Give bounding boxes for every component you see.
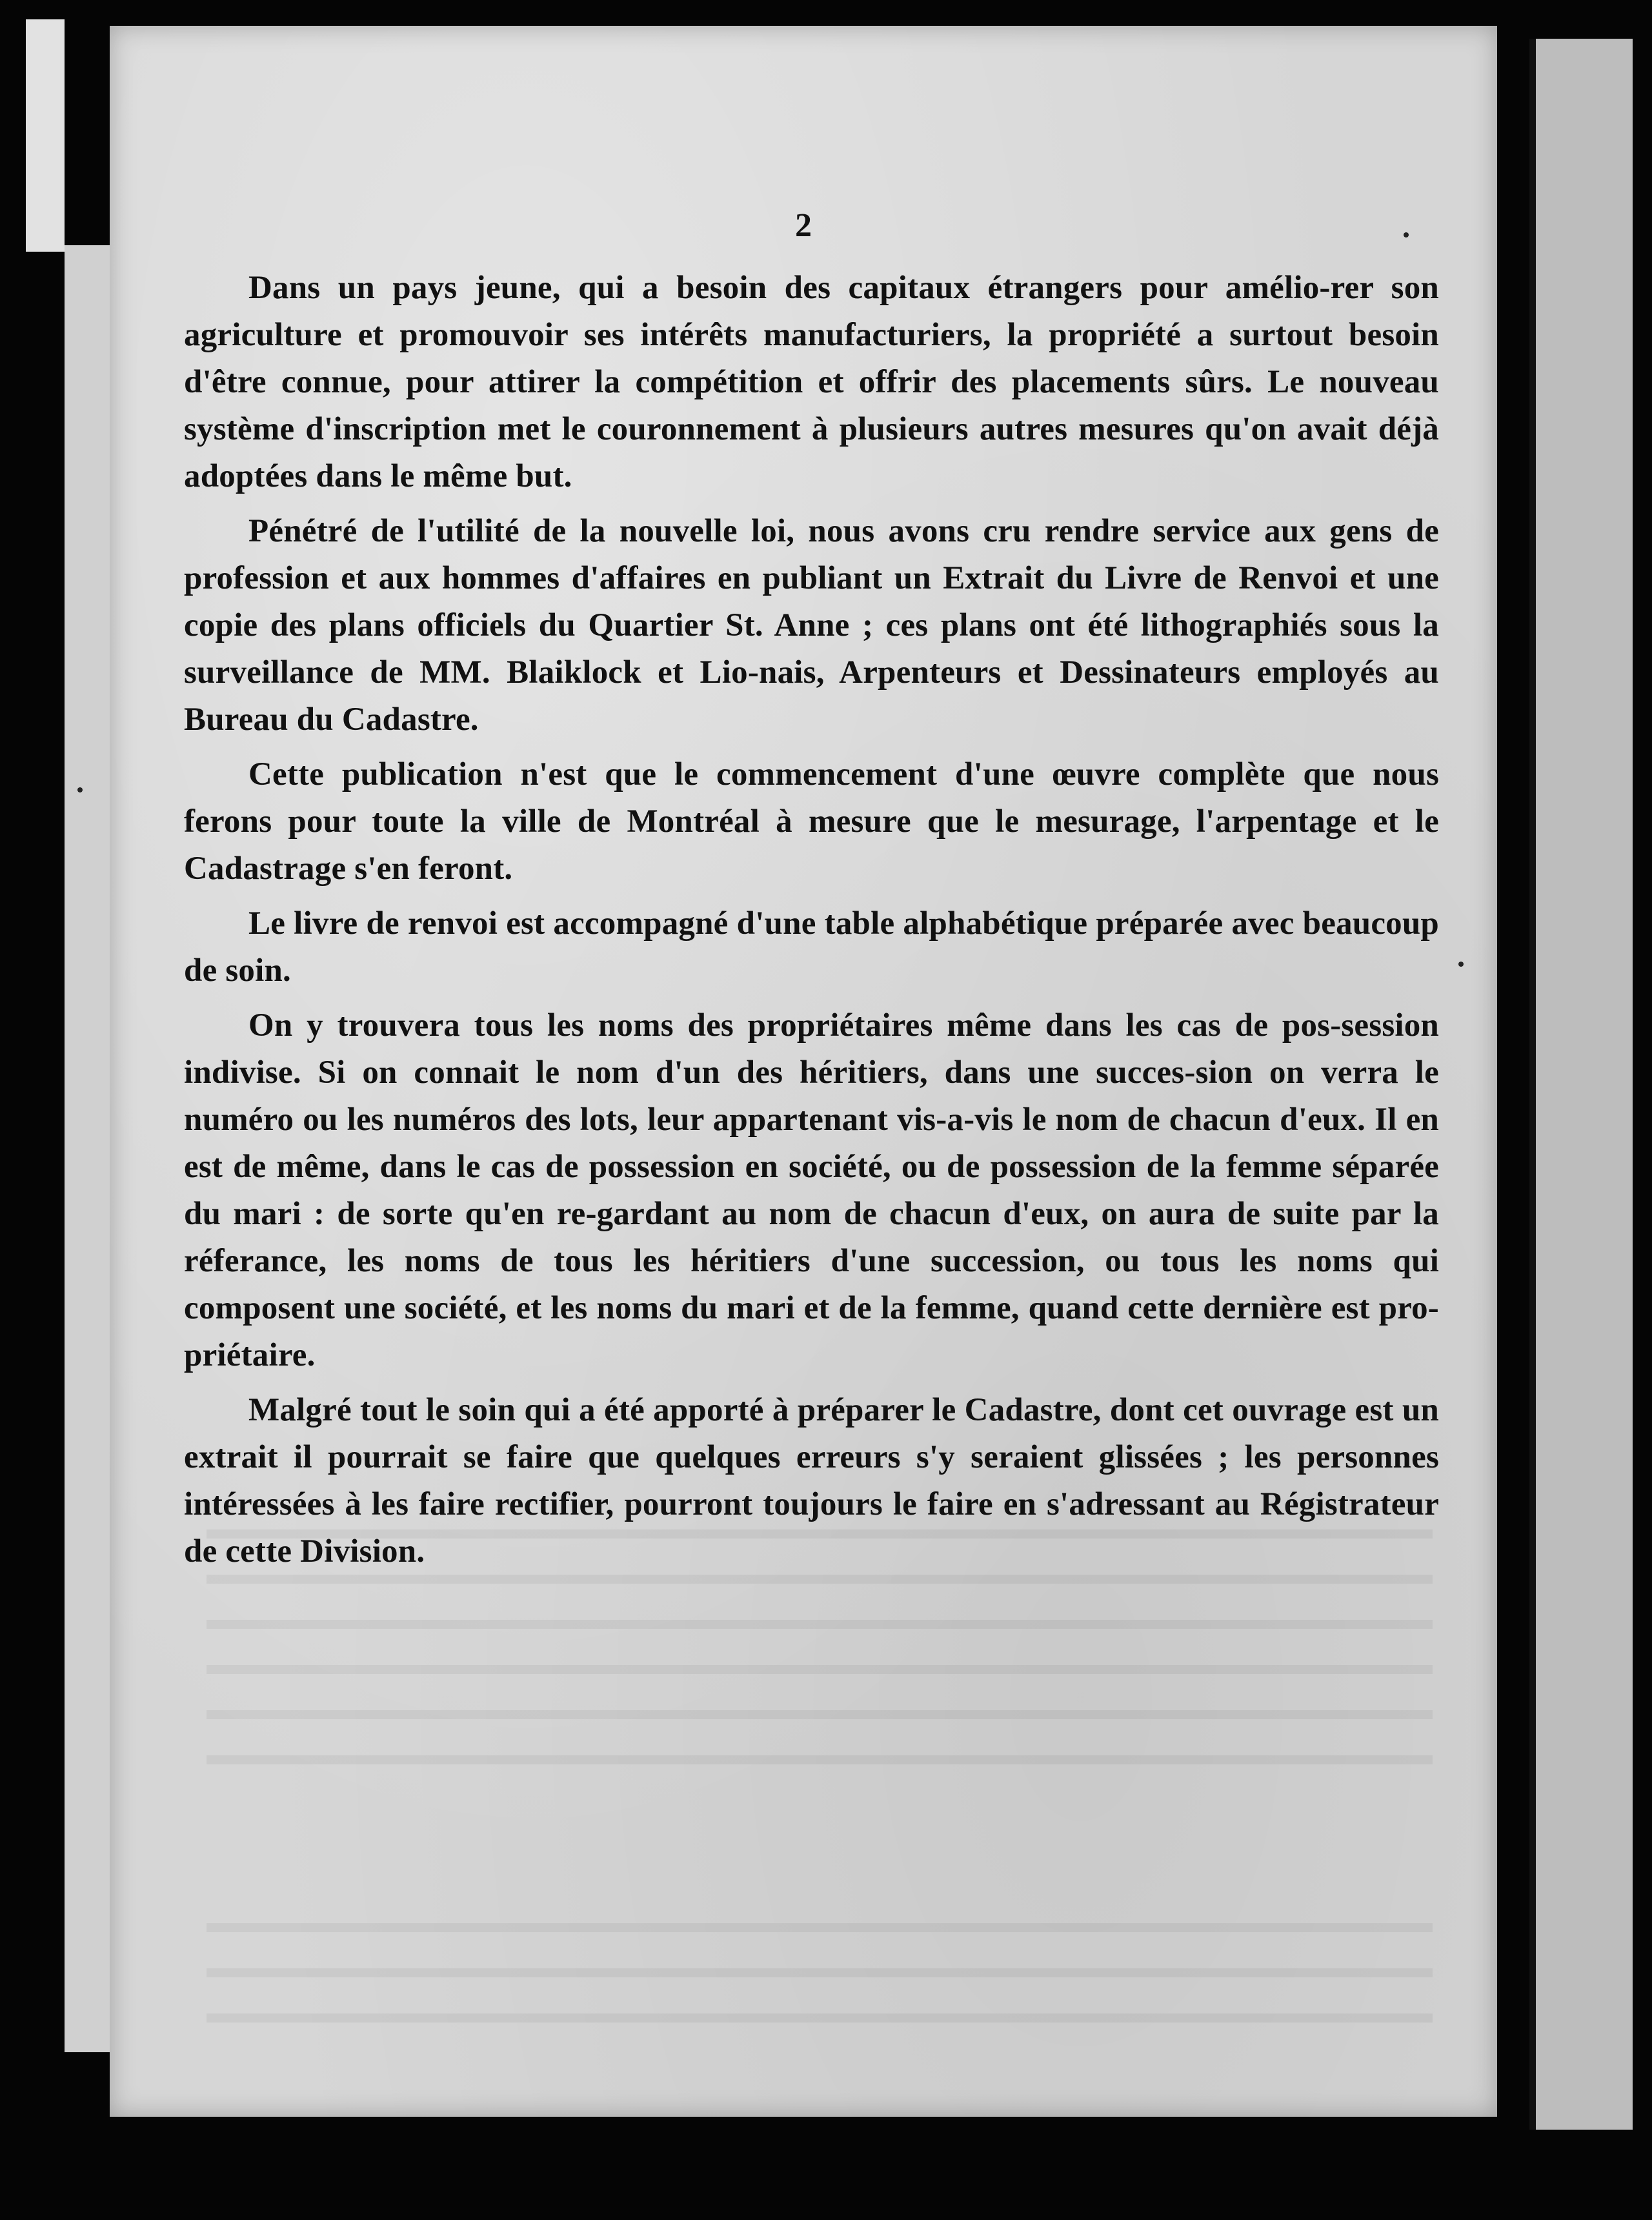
bleed-through-line (206, 2013, 1433, 2023)
bleed-through-line (206, 1710, 1433, 1719)
bleed-through-line (206, 1755, 1433, 1764)
body-text (184, 265, 1439, 1583)
page-number: 2 (795, 207, 812, 244)
bleed-through-line (206, 1620, 1433, 1629)
document-page (110, 26, 1497, 2117)
bleed-through-line (206, 1968, 1433, 1977)
under-sheet-edge (26, 19, 65, 252)
paper-speck (1458, 962, 1464, 967)
adjacent-page-edge (1529, 39, 1633, 2130)
paragraph: Le livre de renvoi est accompagné d'une table alphabétique préparée avec beaucoup de soin. (184, 905, 1439, 989)
bleed-through-line (206, 1665, 1433, 1674)
paragraph: On y trouvera tous les noms des propriétaires même dans les cas de pos-session indivise. Si on connait le nom d'un des héritiers, dans une succes-sion on verra le numéro ou les numéros des lots, leur appartenant vis-a-vis le nom de chacun d'eux. Il en est de même, dans le cas de possession en société, ou de possession de la femme séparée du mari : de sorte qu'en re-gardant au nom de chacun d'eux, on aura de suite par la réferance, les noms de tous les héritiers d'une succession, ou tous les noms qui composent une société, et les noms du mari et de la femme, quand cette dernière est pro-priétaire. (184, 1007, 1439, 1373)
paragraph: Malgré tout le soin qui a été apporté à préparer le Cadastre, dont cet ouvrage est un extrait il pourrait se faire que quelques erreurs s'y seraient glissées ; les personnes intéressées à les faire rectifier, pourront toujours le faire en s'adressant au Régistrateur de cette Division. (184, 1392, 1439, 1569)
paragraph: Cette publication n'est que le commencement d'une œuvre complète que nous ferons pour toute la ville de Montréal à mesure que le mesurage, l'arpentage et le Cadastrage s'en feront. (184, 756, 1439, 887)
paper-speck (77, 787, 83, 792)
bleed-through-line (206, 1923, 1433, 1932)
paragraph: Pénétré de l'utilité de la nouvelle loi, nous avons cru rendre service aux gens de profession et aux hommes d'affaires en publiant un Extrait du Livre de Renvoi et une copie des plans officiels du Quartier St. Anne ; ces plans ont été lithographiés sous la surveillance de MM. Blaiklock et Lio-nais, Arpenteurs et Dessinateurs employés au Bureau du Cadastre. (184, 513, 1439, 738)
paragraph: Dans un pays jeune, qui a besoin des capitaux étrangers pour amélio-rer son agriculture et promouvoir ses intérêts manufacturiers, la propriété a surtout besoin d'être connue, pour attirer la compétition et offrir des placements sûrs. Le nouveau système d'inscription met le couronnement à plusieurs autres mesures qu'on avait déjà adoptées dans le même but. (184, 270, 1439, 494)
